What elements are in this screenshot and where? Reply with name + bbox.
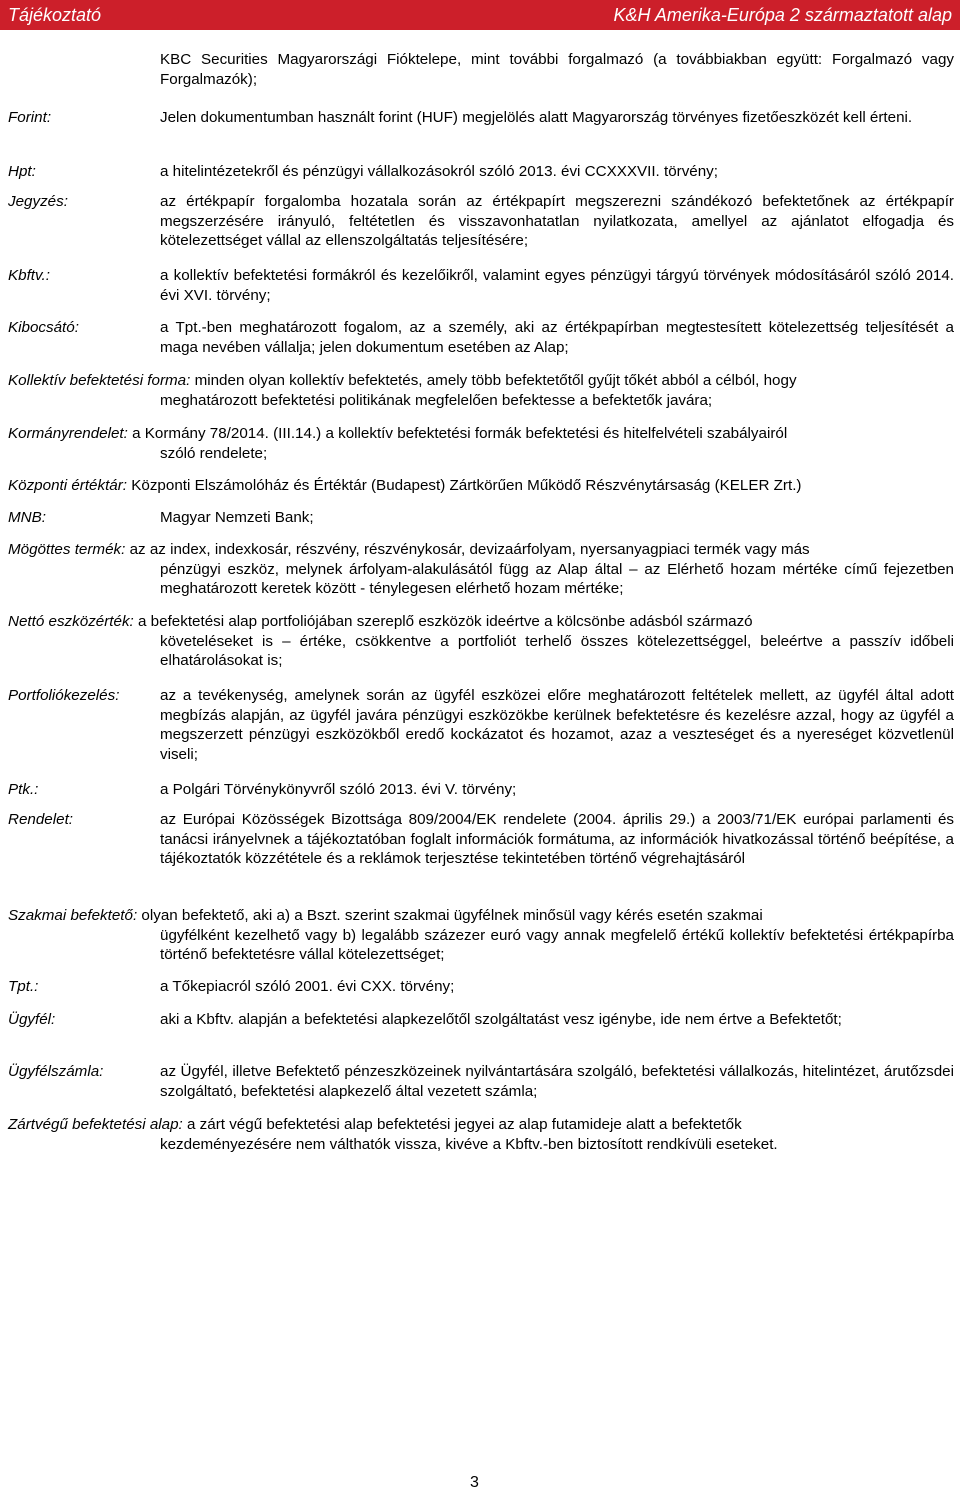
- term: Nettó eszközérték:: [8, 613, 134, 630]
- term: Rendelet:: [8, 811, 74, 828]
- definition-continuation: pénzügyi eszköz, melynek árfolyam-alakulásától függ az Alap által – az Elérhető hozam mértéke című fejezetben meghatározott keretek között - ténylegesen elérhető hozam mértéke;: [160, 560, 954, 598]
- glossary-entry: [8, 318, 954, 357]
- definition-lead: Központi Elszámolóház és Értéktár (Budapest) Zártkörűen Működő Részvénytársaság (KELER Zrt.): [131, 477, 802, 494]
- glossary-entry: [8, 612, 954, 671]
- definition-lead: a zárt végű befektetési alap befektetési jegyei az alap futamideje alatt a befektetők: [187, 1116, 742, 1133]
- term: Kibocsátó:: [8, 319, 79, 336]
- glossary-entry: [8, 977, 954, 997]
- definition: a Polgári Törvénykönyvről szóló 2013. évi V. törvény;: [160, 781, 517, 798]
- definition-lead: az az index, indexkosár, részvény, részvénykosár, devizaárfolyam, nyersanyagpiaci termék vagy más: [129, 541, 810, 558]
- definition-lead: a befektetési alap portfoliójában szereplő eszközök ideértve a kölcsönbe adásból származó: [138, 613, 753, 630]
- glossary-entry: [8, 1010, 954, 1030]
- glossary-entry: [8, 1115, 954, 1154]
- definition-continuation: ügyfélként kezelhető vagy b) legalább százezer euró vagy annak megfelelő értékű kollektív befektetési értékpapírba történő befektetésre vállal kötelezettséget;: [160, 926, 954, 964]
- term: Zártvégű befektetési alap:: [8, 1116, 183, 1133]
- term: Ügyfélszámla:: [8, 1063, 104, 1080]
- definition-continuation: követeléseket is – értéke, csökkentve a portfoliót terhelő összes kötelezettséggel, beleértve a passzív időbeli elhatárolásokat is;: [160, 632, 954, 670]
- definition-lead: olyan befektető, aki a) a Bszt. szerint szakmai ügyfélnek minősül vagy kérés esetén szakmai: [141, 907, 763, 924]
- glossary-entry: [8, 508, 954, 528]
- header-fund-name: K&H Amerika-Európa 2 származtatott alap: [613, 5, 952, 25]
- definition: a kollektív befektetési formákról és kezelőikről, valamint egyes pénzügyi tárgyú törvények módosításáról szóló 2014. évi XVI. törvény;: [160, 267, 954, 304]
- definition: a hitelintézetekről és pénzügyi vállalkozásokról szóló 2013. évi CCXXXVII. törvény;: [160, 163, 718, 180]
- term: Központi értéktár:: [8, 477, 128, 494]
- header-document-type: Tájékoztató: [8, 5, 102, 25]
- term: Tpt.:: [8, 978, 39, 995]
- page-header: [0, 0, 960, 30]
- definition-lead: minden olyan kollektív befektetés, amely több befektetőtől gyűjt tőkét abból a célból, hogy: [194, 372, 797, 389]
- definition-lead: a Kormány 78/2014. (III.14.) a kollektív befektetési formák befektetési és hitelfelvételi szabályairól: [132, 425, 788, 442]
- glossary-entry: [8, 780, 954, 800]
- page-number: 3: [470, 1474, 479, 1491]
- term: MNB:: [8, 509, 46, 526]
- term: Jegyzés:: [8, 193, 68, 210]
- term: Ügyfél:: [8, 1011, 56, 1028]
- definition: Magyar Nemzeti Bank;: [160, 509, 314, 526]
- definition: az Európai Közösségek Bizottsága 809/2004/EK rendelete (2004. április 29.) a 2003/71/EK európai parlamenti és tanácsi irányelvnek a tájékoztatóban foglalt információk formátuma, az információk hivatkozással történő beépítése, a tájékoztatók közzététele és a reklámok terjesztése tekintetében történő végrehajtásáról: [160, 811, 954, 868]
- glossary-entry: [8, 424, 954, 463]
- glossary-entry: [8, 266, 954, 305]
- definition: KBC Securities Magyarországi Fióktelepe, mint további forgalmazó (a továbbiakban együtt: Forgalmazó vagy Forgalmazók);: [160, 51, 954, 88]
- glossary-entry: [8, 906, 954, 965]
- glossary-entry: [8, 108, 954, 128]
- glossary-entry: [8, 540, 954, 599]
- definition: az Ügyfél, illetve Befektető pénzeszközeinek nyilvántartására szolgáló, befektetési vállalkozás, hitelintézet, árutőzsdei szolgáltató, befektetési alapkezelő által vezetett számla;: [160, 1063, 954, 1100]
- glossary-entry: [8, 162, 954, 182]
- term: Ptk.:: [8, 781, 39, 798]
- glossary-entry: [8, 1062, 954, 1101]
- definition: Jelen dokumentumban használt forint (HUF) megjelölés alatt Magyarország törvényes fizetőeszközét kell érteni.: [160, 109, 913, 126]
- glossary-entry: [8, 476, 954, 496]
- term: Szakmai befektető:: [8, 907, 138, 924]
- term: Hpt:: [8, 163, 36, 180]
- term: Kollektív befektetési forma:: [8, 372, 191, 389]
- term: Portfoliókezelés:: [8, 687, 120, 704]
- term: Kbftv.:: [8, 267, 50, 284]
- glossary-entry: [8, 371, 954, 410]
- term: Mögöttes termék:: [8, 541, 126, 558]
- definition: az értékpapír forgalomba hozatala során az értékpapírt megszerezni szándékozó befektetőnek az értékpapír megszerzésére irányuló, feltétetlen és visszavonhatatlan nyilatkozata, amellyel az ajánlatot elfogadja és kötelezettséget vállal az ellenszolgáltatás teljesítésére;: [160, 193, 954, 250]
- term: Kormányrendelet:: [8, 425, 128, 442]
- definition-continuation: meghatározott befektetési politikának megfelelően befektesse a befektetők javára;: [160, 391, 713, 409]
- definition-continuation: szóló rendelete;: [160, 444, 268, 462]
- glossary-entry: [8, 810, 954, 869]
- glossary-entry: [8, 50, 954, 89]
- definition-continuation: kezdeményezésére nem válthatók vissza, kivéve a Kbftv.-ben biztosított rendkívüli eseteket.: [160, 1135, 778, 1153]
- definition: a Tőkepiacról szóló 2001. évi CXX. törvény;: [160, 978, 455, 995]
- glossary-entry: [8, 192, 954, 251]
- glossary-entry: [8, 686, 954, 765]
- definition: a Tpt.-ben meghatározott fogalom, az a személy, aki az értékpapírban megtestesített kötelezettség teljesítését a maga nevében vállalja; jelen dokumentum esetében az Alap;: [160, 319, 954, 356]
- definition: aki a Kbftv. alapján a befektetési alapkezelőtől szolgáltatást vesz igénybe, ide nem értve a Befektetőt;: [160, 1011, 842, 1028]
- definition: az a tevékenység, amelynek során az ügyfél eszközei előre meghatározott feltételek mellett, az ügyfél által adott megbízás alapján, az ügyfél javára pénzügyi eszközökbe kerülnek befektetésre és kezelésre azzal, hogy az ügyfél a megszerzett pénzügyi eszközökből eredő kockázatot és hozamot, azaz a veszteséget és a nyereséget közvetlenül viseli;: [160, 687, 954, 764]
- term: Forint:: [8, 109, 52, 126]
